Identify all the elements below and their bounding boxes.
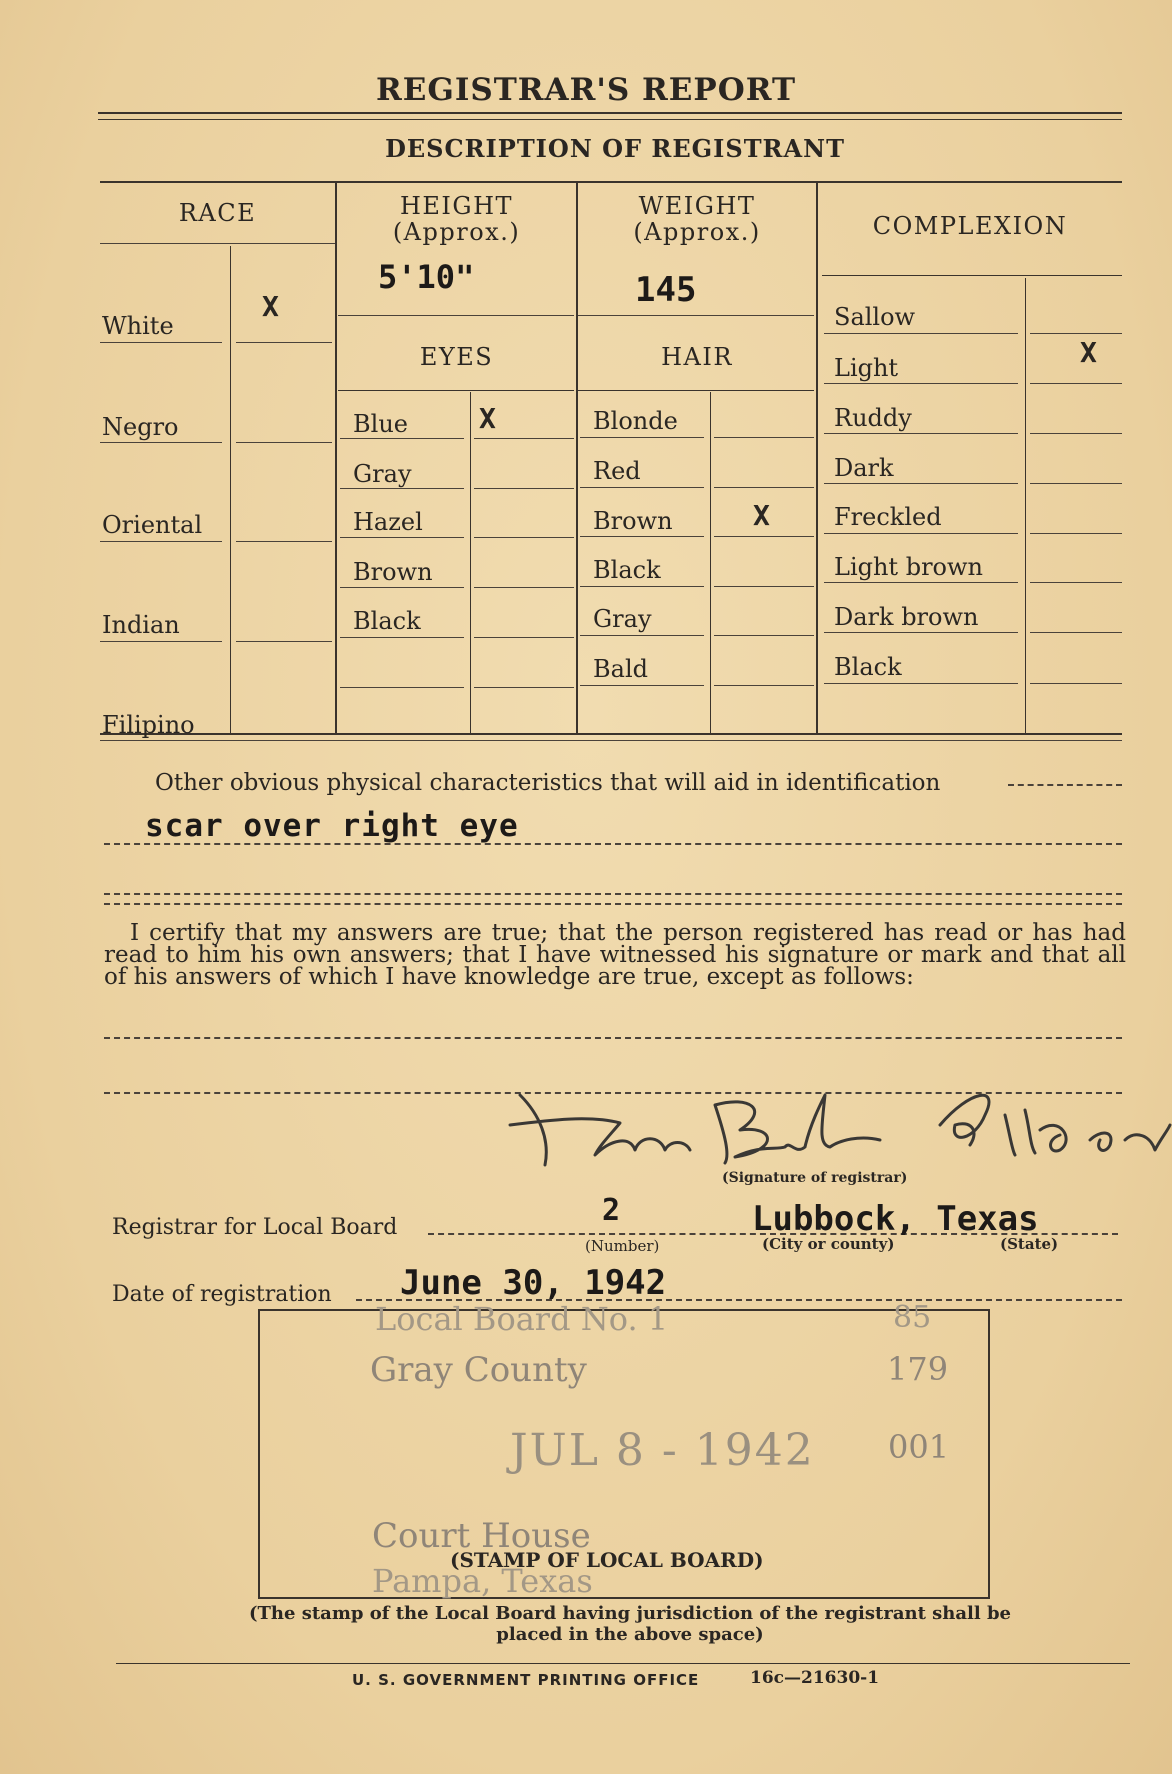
weight-value: 145 <box>635 270 697 310</box>
col-sep-weight <box>816 181 818 733</box>
hair-brown-checkmark: X <box>753 499 770 532</box>
grid-top-border <box>100 181 1122 183</box>
col-sep-hair-inner <box>710 392 711 733</box>
race-white-checkmark: X <box>262 290 279 323</box>
local-board-number-caption: (Number) <box>585 1237 660 1255</box>
stamp-date: JUL 8 - 1942 <box>510 1425 815 1476</box>
certification-text: I certify that my answers are true; that the person registered has read or has had read to him his own answers; that I have witnessed his signature or mark and that all of his answers of which I have knowledge are true, except as follows: <box>104 920 1126 990</box>
eyes-option-brown: Brown <box>353 558 433 586</box>
hair-header-rule <box>578 390 814 391</box>
col-sep-complexion-inner <box>1025 278 1026 733</box>
complexion-option-dark-brown: Dark brown <box>834 603 979 631</box>
hair-option-gray: Gray <box>593 605 652 633</box>
race-option-oriental: Oriental <box>102 511 203 539</box>
grid-bottom-border-2 <box>100 740 1122 741</box>
eyes-header-rule <box>338 390 574 391</box>
signature-caption: (Signature of registrar) <box>722 1170 908 1186</box>
race-option-white: White <box>102 312 174 340</box>
complexion-header-rule <box>822 275 1122 276</box>
complexion-option-black: Black <box>834 653 902 681</box>
stamp-address-2: Pampa, Texas <box>372 1562 593 1600</box>
stamp-caption: (STAMP OF LOCAL BOARD) <box>450 1548 764 1572</box>
race-option-filipino: Filipino <box>102 711 195 739</box>
complexion-option-light: Light <box>834 354 899 382</box>
hair-option-bald: Bald <box>593 655 648 683</box>
hair-option-blonde: Blonde <box>593 407 678 435</box>
eyes-option-gray: Gray <box>353 460 412 488</box>
local-board-city-caption: (City or county) <box>762 1235 895 1253</box>
local-board-number: 2 <box>602 1193 621 1228</box>
hair-option-black: Black <box>593 556 661 584</box>
stamp-address-1: Court House <box>372 1516 591 1556</box>
stamp-county-number: 179 <box>887 1350 949 1388</box>
col-sep-race <box>335 181 337 733</box>
local-board-city: Lubbock, Texas <box>752 1199 1039 1239</box>
page-title: REGISTRAR'S REPORT <box>375 72 797 108</box>
footer-rule <box>116 1663 1130 1664</box>
col-sep-height <box>576 181 578 733</box>
footer-form-number: 16c—21630-1 <box>750 1668 880 1688</box>
complexion-option-dark: Dark <box>834 454 894 482</box>
grid-bottom-border <box>100 733 1122 735</box>
race-option-indian: Indian <box>102 611 180 639</box>
stamp-instruction: (The stamp of the Local Board having jurisdiction of the registrant shall be placed in the above space) <box>248 1603 1012 1645</box>
stamp-board-number: 85 <box>893 1300 932 1335</box>
height-value: 5'10" <box>378 258 475 296</box>
eyes-blue-checkmark: X <box>479 402 496 435</box>
local-board-label: Registrar for Local Board <box>112 1215 398 1240</box>
other-characteristics-value: scar over right eye <box>145 808 519 844</box>
col-sep-race-inner <box>230 246 231 733</box>
col-sep-eyes-inner <box>470 392 471 733</box>
local-board-state-caption: (State) <box>1000 1235 1059 1253</box>
eyes-option-hazel: Hazel <box>353 508 423 536</box>
date-value: June 30, 1942 <box>400 1263 667 1303</box>
complexion-light-checkmark: X <box>1080 336 1097 369</box>
other-characteristics-line <box>104 843 1122 845</box>
complexion-option-light-brown: Light brown <box>834 553 983 581</box>
title-rule-bottom <box>98 119 1122 120</box>
race-header: RACE <box>178 199 257 227</box>
hair-option-red: Red <box>593 457 641 485</box>
title-rule-top <box>98 112 1122 114</box>
weight-header: WEIGHT <box>638 192 756 220</box>
race-header-rule <box>100 243 335 244</box>
section-subtitle: DESCRIPTION OF REGISTRANT <box>385 134 845 163</box>
height-header: HEIGHT <box>399 192 514 220</box>
date-label: Date of registration <box>112 1282 332 1307</box>
height-rule <box>338 315 574 316</box>
hair-option-brown: Brown <box>593 507 673 535</box>
footer-printer: U. S. GOVERNMENT PRINTING OFFICE <box>352 1671 700 1689</box>
complexion-option-sallow: Sallow <box>834 303 916 331</box>
complexion-option-freckled: Freckled <box>834 503 942 531</box>
weight-rule <box>578 315 814 316</box>
eyes-header: EYES <box>419 343 494 371</box>
stamp-board-line: Local Board No. 1 <box>375 1300 669 1338</box>
stamp-date-number: 001 <box>888 1428 950 1466</box>
race-option-negro: Negro <box>102 413 179 441</box>
eyes-option-blue: Blue <box>353 410 408 438</box>
stamp-county: Gray County <box>370 1350 587 1390</box>
hair-header: HAIR <box>661 343 733 371</box>
complexion-option-ruddy: Ruddy <box>834 404 912 432</box>
eyes-option-black: Black <box>353 607 421 635</box>
height-approx: (Approx.) <box>392 218 521 246</box>
complexion-header: COMPLEXION <box>872 212 1068 240</box>
other-characteristics-label: Other obvious physical characteristics that will aid in identification <box>155 770 941 796</box>
weight-approx: (Approx.) <box>633 218 761 246</box>
